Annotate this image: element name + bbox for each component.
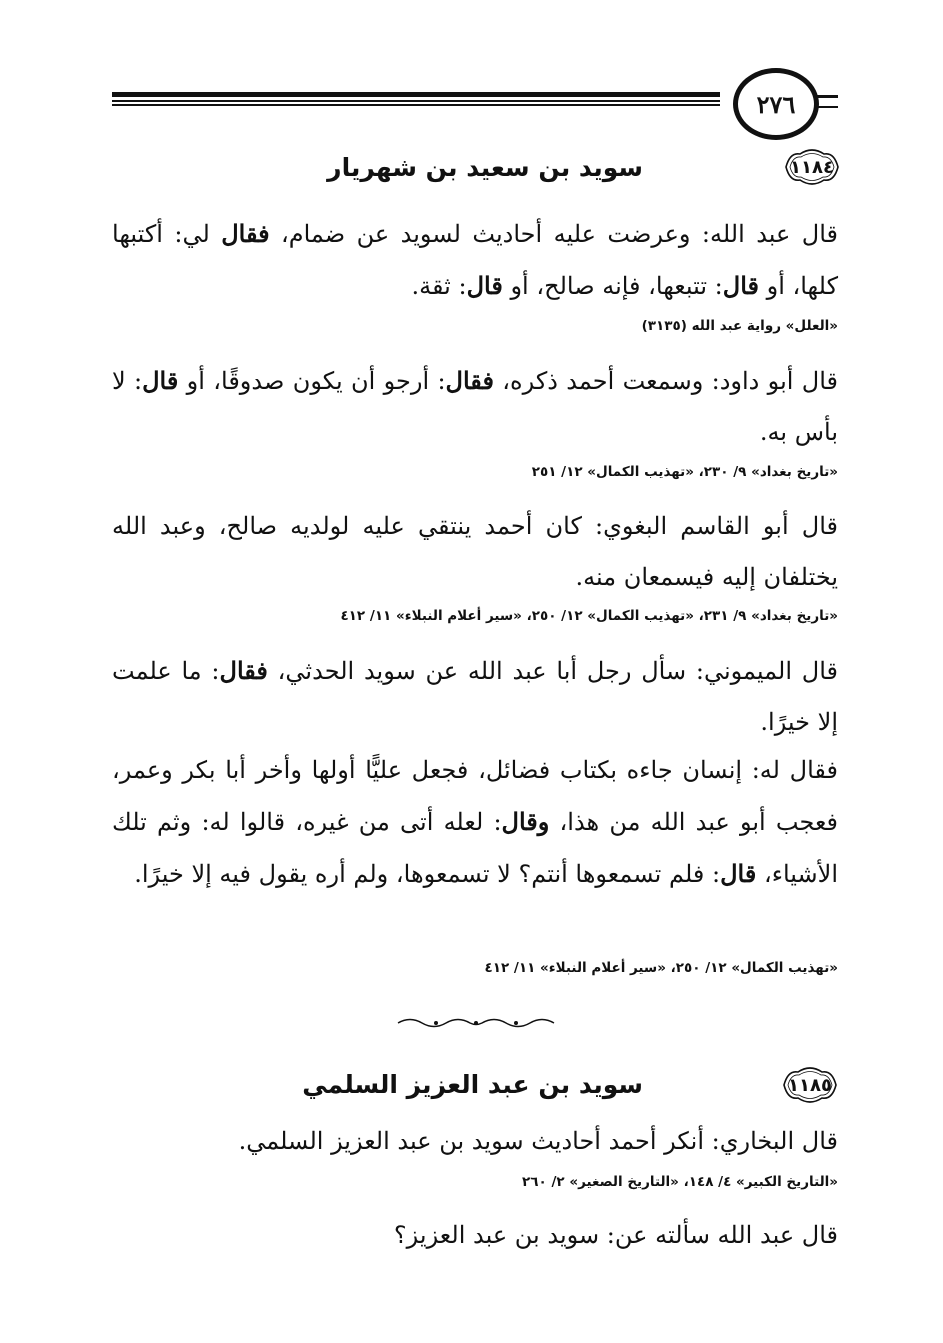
source-citation: «تهذيب الكمال» ١٢/ ٢٥٠، «سير أعلام النبلاء» ١١/ ٤١٢ (484, 960, 838, 976)
header-rule-thin (112, 104, 720, 106)
bold-keyword: فقال (221, 219, 270, 248)
bold-keyword: وقال (501, 807, 550, 836)
paragraph (112, 208, 838, 312)
bold-keyword: قال (720, 859, 757, 888)
header-rule-thin (112, 100, 720, 102)
source-citation: «العلل» رواية عبد الله (٣١٣٥) (641, 318, 838, 334)
bold-keyword: فقال (219, 656, 268, 685)
text-run: قال عبد الله سألته عن: سويد بن عبد العزيز؟ (393, 1221, 838, 1249)
paragraph (112, 745, 838, 900)
text-run: : فلم تسمعوها أنتم؟ لا تسمعوها، ولم أره يقول فيه إلا خيرًا. (134, 860, 721, 888)
entry-title: سويد بن عبد العزيز السلمي (302, 1070, 643, 1099)
text-run: قال البخاري: أنكر أحمد أحاديث سويد بن عبد العزيز السلمي. (238, 1127, 838, 1155)
entry-title: سويد بن سعيد بن شهريار (327, 153, 643, 182)
header-rule (112, 92, 720, 97)
text-run: : ثقة. (411, 272, 467, 300)
source-citation: «تاريخ بغداد» ٩/ ٢٣١، «تهذيب الكمال» ١٢/ ٢٥٠، «سير أعلام النبلاء» ١١/ ٤١٢ (340, 608, 838, 624)
text-run: : ما علمت إلا خيرًا. (112, 657, 838, 736)
text-run: قال أبو القاسم البغوي: كان أحمد ينتقي عليه لولديه صالح، وعبد الله يختلفان إليه فيسمعان منه. (112, 512, 838, 591)
text-run: قال أبو داود: وسمعت أحمد ذكره، (493, 367, 838, 395)
paragraph (112, 355, 838, 458)
bold-keyword: فقال (445, 366, 494, 395)
paragraph (112, 1116, 838, 1167)
text-run: لي: أكتبها كلها، أو (112, 220, 838, 300)
page-number: ٢٧٦ (756, 89, 796, 119)
ornament-divider-icon (396, 1016, 556, 1030)
bold-keyword: قال (722, 271, 759, 300)
text-run: فقال له: إنسان جاءه بكتاب فضائل، فجعل عليًّا أولها وأخر أبا بكر وعمر، فعجب أبو عبد الله من هذا، (112, 756, 839, 836)
entry-number-badge (780, 146, 844, 188)
entry-number: ١١٨٤ (790, 156, 834, 178)
text-run: قال الميموني: سأل رجل أبا عبد الله عن سويد الحدثي، (267, 657, 839, 685)
text-run: : لعله أتى من غيره، قالوا له: وثم تلك الأشياء، (112, 808, 838, 888)
text-run: : لا بأس به. (112, 367, 838, 446)
entry-number: ١١٨٥ (788, 1074, 832, 1096)
paragraph (112, 645, 838, 748)
source-citation: «تاريخ بغداد» ٩/ ٢٣٠، «تهذيب الكمال» ١٢/ ٢٥١ (531, 464, 838, 480)
text-run: : أرجو أن يكون صدوقًا، أو (178, 367, 446, 395)
paragraph (112, 1210, 838, 1261)
entry-number-badge (778, 1064, 842, 1106)
bold-keyword: قال (466, 271, 503, 300)
page-number-frame (733, 68, 819, 140)
source-citation: «التاريخ الكبير» ٤/ ١٤٨، «التاريخ الصغير» ٢/ ٢٦٠ (522, 1174, 838, 1190)
paragraph (112, 501, 838, 603)
bold-keyword: قال (142, 366, 179, 395)
text-run: قال عبد الله: وعرضت عليه أحاديث لسويد عن ضمام، (269, 220, 838, 248)
text-run: : تتبعها، فإنه صالح، أو (502, 272, 723, 300)
